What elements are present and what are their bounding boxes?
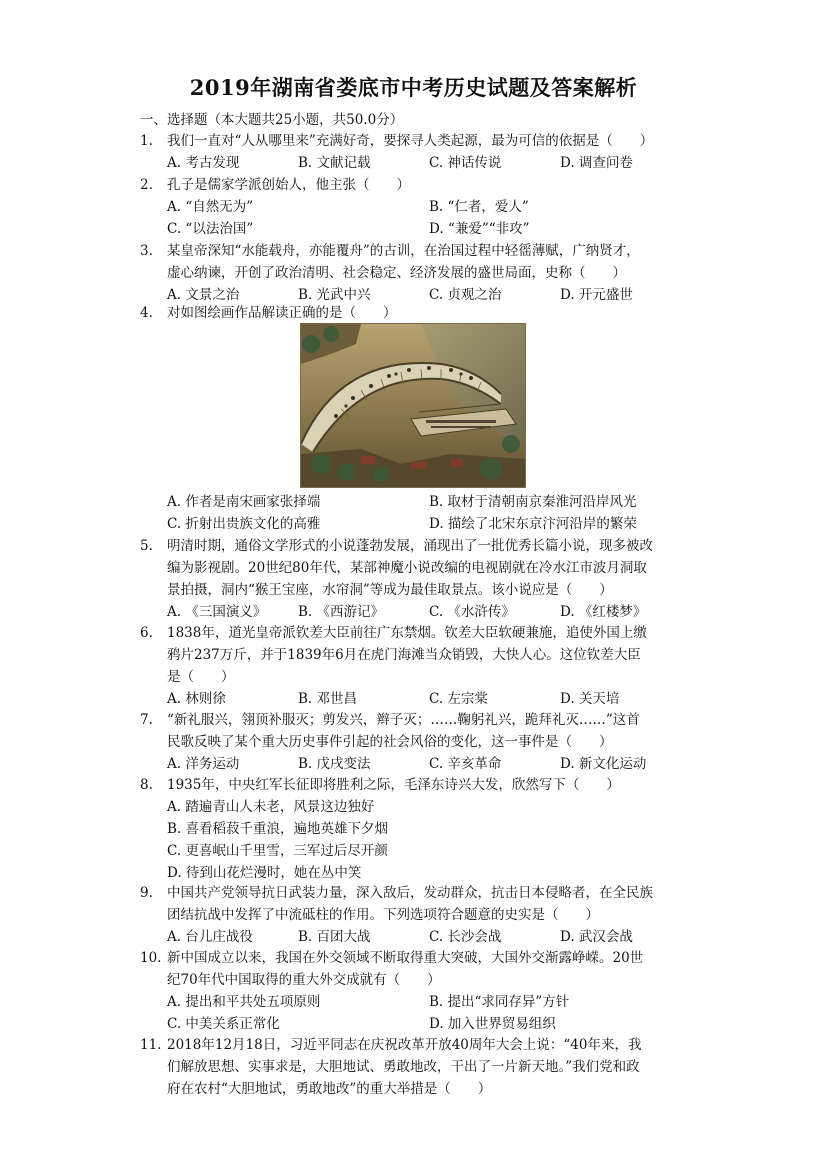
option-c[interactable]: C. 辛亥革命 — [429, 756, 502, 772]
question-stem: 新中国成立以来，我国在外交领域不断取得重大突破，大国外交渐露峥嵘。20世 纪70年代中国取得的重大外交成就有（ ） — [167, 950, 644, 988]
option-c[interactable]: C. 更喜岷山千里雪，三军过后尽开颜 — [167, 843, 388, 859]
question-number: 4. — [140, 305, 153, 321]
question-number: 10. — [140, 950, 162, 966]
option-d[interactable]: D. 关天培 — [560, 691, 620, 707]
question-stem: 1838年，道光皇帝派钦差大臣前往广东禁烟。钦差大臣软硬兼施，追使外国上缴 鸦片237万斤，并于1839年6月在虎门海滩当众销毁，大快人心。这位钦差大臣 是（ ） — [167, 625, 647, 685]
option-c[interactable]: C. 左宗棠 — [429, 691, 488, 707]
option-d[interactable]: D. 待到山花烂漫时，她在丛中笑 — [167, 865, 362, 881]
question-number: 6. — [140, 625, 153, 641]
question-stem: 2018年12月18日，习近平同志在庆祝改革开放40周年大会上说：“40年来，我 们解放思想、实事求是，大胆地试、勇敢地改，干出了一片新天地。”我们党和政 府在农村“大胆地试，勇敢地改”的重大举措是（ ） — [167, 1037, 642, 1097]
option-a[interactable]: A. 台儿庄战役 — [167, 929, 253, 945]
question-7 — [140, 709, 700, 775]
option-c[interactable]: C. 《水浒传》 — [429, 604, 515, 620]
question-stem: 我们一直对“人从哪里来”充满好奇，要探寻人类起源，最为可信的依据是（ ） — [167, 133, 654, 149]
question-6 — [140, 622, 700, 710]
option-a[interactable]: A. 踏遍青山人未老，风景这边独好 — [167, 799, 375, 815]
options-row — [167, 152, 700, 174]
options-row — [167, 688, 700, 710]
option-c[interactable]: C. 折射出贵族文化的高雅 — [167, 516, 321, 532]
options-row — [167, 601, 700, 623]
option-d[interactable]: D. 《红楼梦》 — [560, 604, 647, 620]
question-stem: 明清时期，通俗文学形式的小说蓬勃发展，涌现出了一批优秀长篇小说，现多被改 编为影视剧。20世纪80年代，某部神魔小说改编的电视剧就在冷水江市波月洞取 景拍摄，洞内“猴王宝座，水帘洞”等成为最佳取景点。该小说应是（ ） — [167, 538, 653, 598]
question-9 — [140, 882, 700, 948]
options-row — [167, 196, 700, 218]
option-a[interactable]: A. 提出和平共处五项原则 — [167, 994, 321, 1010]
option-b[interactable]: B. 邓世昌 — [298, 691, 358, 707]
option-c[interactable]: C. 长沙会战 — [429, 929, 502, 945]
question-4-options — [140, 491, 700, 535]
option-b[interactable]: B. 取材于清朝南京秦淮河沿岸风光 — [429, 494, 637, 510]
question-10 — [140, 947, 700, 1035]
question-8 — [140, 774, 700, 884]
option-c[interactable]: C. “以法治国” — [167, 221, 254, 237]
question-number: 5. — [140, 538, 153, 554]
page-title: 2019年湖南省娄底市中考历史试题及答案解析 — [189, 75, 638, 100]
option-c[interactable]: C. 神话传说 — [429, 155, 502, 171]
option-b[interactable]: B. “仁者，爱人” — [429, 199, 529, 215]
option-c[interactable]: C. 贞观之治 — [429, 287, 502, 303]
option-d[interactable]: D. “兼爱”“非攻” — [429, 221, 530, 237]
question-number: 3. — [140, 243, 153, 259]
option-b[interactable]: B. 百团大战 — [298, 929, 371, 945]
options-row — [167, 491, 700, 513]
question-stem: 对如图绘画作品解读正确的是（ ） — [167, 305, 397, 321]
option-a[interactable]: A. 洋务运动 — [167, 756, 240, 772]
question-11 — [140, 1034, 700, 1100]
option-c[interactable]: C. 中美关系正常化 — [167, 1016, 280, 1032]
question-number: 9. — [140, 885, 153, 901]
option-d[interactable]: D. 开元盛世 — [560, 287, 633, 303]
question-number: 8. — [140, 777, 153, 793]
option-d[interactable]: D. 描绘了北宋东京汴河沿岸的繁荣 — [429, 516, 637, 532]
question-stem: 中国共产党领导抗日武装力量，深入敌后，发动群众，抗击日本侵略者，在全民族 团结抗战中发挥了中流砥柱的作用。下列选项符合题意的史实是（ ） — [167, 885, 653, 923]
option-d[interactable]: D. 武汉会战 — [560, 929, 633, 945]
option-a[interactable]: A. 作者是南宋画家张择端 — [167, 494, 321, 510]
question-number: 1. — [140, 133, 153, 149]
option-a[interactable]: A. 林则徐 — [167, 691, 226, 707]
question-1 — [140, 130, 700, 174]
question-stem: 1935年，中央红军长征即将胜利之际，毛泽东诗兴大发，欣然写下（ ） — [167, 777, 620, 793]
question-5 — [140, 535, 700, 623]
option-a[interactable]: A. 《三国演义》 — [167, 604, 267, 620]
option-b[interactable]: B. 戊戌变法 — [298, 756, 371, 772]
question-number: 2. — [140, 177, 153, 193]
question-number: 11. — [140, 1037, 162, 1053]
options-row — [167, 991, 700, 1013]
qingming-painting-image — [301, 324, 525, 487]
options-row — [167, 753, 700, 775]
question-stem: 孔子是儒家学派创始人，他主张（ ） — [167, 177, 410, 193]
question-stem: “新礼服兴，翎顶补服灭；剪发兴，辫子灭；……鞠躬礼兴，跪拜礼灭……”这首 民歌反映了某个重大历史事件引起的社会风俗的变化，这一事件是（ ） — [167, 712, 640, 750]
option-b[interactable]: B. 光武中兴 — [298, 287, 371, 303]
options-row — [167, 926, 700, 948]
options-row — [167, 218, 700, 240]
option-a[interactable]: A. 文景之治 — [167, 287, 240, 303]
options-row — [167, 513, 700, 535]
option-b[interactable]: B. 喜看稻菽千重浪，遍地英雄下夕烟 — [167, 821, 389, 837]
option-d[interactable]: D. 加入世界贸易组织 — [429, 1016, 556, 1032]
section-heading: 一、选择题（本大题共25小题，共50.0分） — [140, 112, 404, 128]
question-2 — [140, 174, 700, 240]
option-b[interactable]: B. 提出“求同存异”方针 — [429, 994, 570, 1010]
painting-figure — [300, 323, 526, 488]
option-d[interactable]: D. 调查问卷 — [560, 155, 633, 171]
option-a[interactable]: A. 考古发现 — [167, 155, 240, 171]
option-b[interactable]: B. 《西游记》 — [298, 604, 385, 620]
question-number: 7. — [140, 712, 153, 728]
option-a[interactable]: A. “自然无为” — [167, 199, 254, 215]
option-d[interactable]: D. 新文化运动 — [560, 756, 647, 772]
options-row — [167, 1013, 700, 1035]
question-4 — [140, 302, 700, 324]
question-3 — [140, 240, 700, 306]
question-stem: 某皇帝深知“水能载舟，亦能覆舟”的古训，在治国过程中轻徭薄赋，广纳贤才， 虚心纳谏，开创了政治清明、社会稳定、经济发展的盛世局面，史称（ ） — [167, 243, 640, 281]
option-b[interactable]: B. 文献记载 — [298, 155, 371, 171]
